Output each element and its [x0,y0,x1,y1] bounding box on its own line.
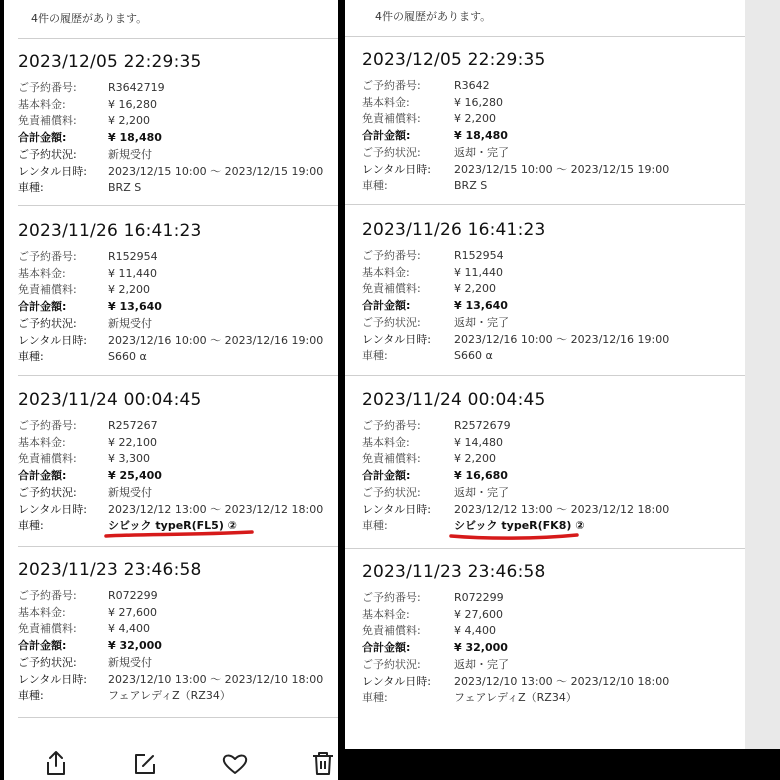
base-fee-label: 基本料金: [18,97,66,111]
divider [18,205,338,206]
base-fee-value: ¥ 27,600 [454,607,503,621]
right-screenshot-panel [345,0,780,749]
status-row [18,316,323,333]
rental-datetime-value: 2023/12/16 10:00 〜 2023/12/16 19:00 [454,332,670,346]
rental-datetime-label: レンタル日時: [362,162,431,176]
total-row [362,298,669,315]
car-model-label: 車種: [362,691,388,705]
entry-details [362,418,669,535]
insurance-fee-label: 免責補償料: [362,452,421,466]
base-fee-label: 基本料金: [18,435,66,449]
insurance-fee-value: ¥ 4,400 [454,624,496,638]
base-fee-value: ¥ 16,280 [108,97,157,111]
history-entry[interactable] [18,221,323,366]
history-entry[interactable] [18,390,323,535]
red-underline-annotation [102,526,258,542]
base-fee-label: 基本料金: [18,605,66,619]
total-value: ¥ 32,000 [108,639,162,653]
total-row [362,640,669,657]
entry-details [362,78,669,195]
base-fee-row [18,266,323,283]
insurance-fee-value: ¥ 2,200 [454,282,496,296]
reservation-number-value: R3642719 [108,81,165,94]
status-label: ご予約状況: [362,315,421,329]
reservation-number-value: R072299 [108,589,158,602]
status-label: ご予約状況: [18,147,77,161]
status-label: ご予約状況: [18,316,77,330]
total-row [362,468,669,485]
rental-datetime-row [362,502,669,519]
entry-date: 2023/11/26 16:41:23 [362,220,546,240]
car-model-label: 車種: [362,179,388,193]
total-row [362,128,669,145]
reservation-number-label: ご予約番号: [362,249,421,262]
history-entry[interactable] [362,50,669,195]
base-fee-row [18,435,323,452]
divider [18,375,338,376]
car-model-label: 車種: [18,519,44,533]
total-value: ¥ 13,640 [454,299,508,313]
insurance-fee-row [362,281,669,298]
car-model-row [362,690,669,707]
history-count-text: 4件の履歴があります。 [31,12,148,25]
rental-datetime-label: レンタル日時: [18,333,87,347]
insurance-fee-value: ¥ 4,400 [108,622,150,636]
car-model-row [362,348,669,365]
status-value: 新規受付 [108,485,152,499]
insurance-fee-row [362,111,669,128]
rental-datetime-label: レンタル日時: [18,502,87,516]
insurance-fee-label: 免責補償料: [18,452,77,466]
reservation-number-row [362,78,669,95]
rental-datetime-label: レンタル日時: [18,672,87,686]
reservation-number-row [18,418,323,435]
rental-datetime-row [18,672,323,689]
total-value: ¥ 16,680 [454,469,508,483]
insurance-fee-value: ¥ 2,200 [108,114,150,128]
entry-date: 2023/11/24 00:04:45 [362,390,546,410]
rental-datetime-row [18,164,323,181]
rental-datetime-value: 2023/12/10 13:00 〜 2023/12/10 18:00 [108,672,324,686]
divider [345,36,745,37]
divider [345,204,745,205]
car-model-value: シビック typeR(FK8) ② [454,519,585,533]
status-label: ご予約状況: [362,485,421,499]
reservation-number-row [18,588,323,605]
car-model-value: フェアレディZ（RZ34） [454,691,577,705]
scroll-gutter [745,0,780,749]
base-fee-label: 基本料金: [362,95,410,109]
total-value: ¥ 25,400 [108,469,162,483]
car-model-row [18,688,323,705]
entry-date: 2023/11/23 23:46:58 [362,562,546,582]
reservation-number-row [362,248,669,265]
total-row [18,130,323,147]
insurance-fee-label: 免責補償料: [362,112,421,126]
status-value: 新規受付 [108,655,152,669]
rental-datetime-row [18,333,323,350]
status-row [362,485,669,502]
total-label: 合計金額: [18,469,67,483]
status-label: ご予約状況: [18,655,77,669]
total-label: 合計金額: [18,131,67,145]
status-value: 返却・完了 [454,315,509,329]
car-model-value: S660 α [454,349,493,363]
car-model-label: 車種: [362,519,388,533]
rental-datetime-value: 2023/12/12 13:00 〜 2023/12/12 18:00 [454,502,670,516]
reservation-number-value: R3642 [454,79,490,92]
car-model-value: フェアレディZ（RZ34） [108,689,231,703]
base-fee-value: ¥ 14,480 [454,435,503,449]
base-fee-row [18,605,323,622]
history-count-text: 4件の履歴があります。 [375,10,492,23]
total-row [18,638,323,655]
insurance-fee-row [18,113,323,130]
total-label: 合計金額: [362,469,411,483]
insurance-fee-value: ¥ 2,200 [454,452,496,466]
car-model-value: BRZ S [108,181,142,195]
car-model-value: BRZ S [454,179,488,193]
rental-datetime-label: レンタル日時: [362,674,431,688]
entry-details [362,248,669,365]
entry-details [18,80,323,197]
insurance-fee-value: ¥ 3,300 [108,452,150,466]
reservation-number-label: ご予約番号: [18,250,77,263]
base-fee-value: ¥ 11,440 [454,265,503,279]
status-value: 返却・完了 [454,485,509,499]
total-label: 合計金額: [362,129,411,143]
reservation-number-row [18,249,323,266]
status-value: 返却・完了 [454,657,509,671]
reservation-number-row [362,418,669,435]
total-row [18,299,323,316]
status-value: 新規受付 [108,316,152,330]
reservation-number-label: ご予約番号: [18,419,77,432]
car-model-value: S660 α [108,350,147,364]
rental-datetime-row [362,674,669,691]
total-value: ¥ 32,000 [454,641,508,655]
car-model-label: 車種: [18,181,44,195]
status-row [18,485,323,502]
entry-details [18,588,323,705]
reservation-number-value: R2572679 [454,419,511,432]
reservation-number-value: R152954 [108,250,158,263]
edit-icon[interactable] [133,752,157,776]
insurance-fee-row [18,451,323,468]
base-fee-row [362,435,669,452]
total-label: 合計金額: [362,299,411,313]
reservation-number-value: R257267 [108,419,158,432]
rental-datetime-value: 2023/12/15 10:00 〜 2023/12/15 19:00 [108,164,324,178]
status-row [362,657,669,674]
reservation-number-label: ご予約番号: [18,589,77,602]
history-entry[interactable] [362,562,669,707]
reservation-number-value: R072299 [454,591,504,604]
reservation-number-value: R152954 [454,249,504,262]
insurance-fee-row [18,621,323,638]
rental-datetime-label: レンタル日時: [18,164,87,178]
status-label: ご予約状況: [362,657,421,671]
total-label: 合計金額: [362,641,411,655]
entry-date: 2023/12/05 22:29:35 [18,52,202,72]
insurance-fee-label: 免責補償料: [362,624,421,638]
entry-date: 2023/11/23 23:46:58 [18,560,202,580]
status-value: 返却・完了 [454,145,509,159]
entry-date: 2023/11/26 16:41:23 [18,221,202,241]
status-label: ご予約状況: [362,145,421,159]
divider [18,546,338,547]
car-model-row [362,178,669,195]
insurance-fee-label: 免責補償料: [18,114,77,128]
base-fee-value: ¥ 27,600 [108,605,157,619]
base-fee-label: 基本料金: [362,265,410,279]
history-entry[interactable] [362,220,669,365]
insurance-fee-value: ¥ 2,200 [454,112,496,126]
history-entry[interactable] [18,560,323,705]
insurance-fee-label: 免責補償料: [18,622,77,636]
divider [345,548,745,549]
reservation-number-row [18,80,323,97]
entry-date: 2023/12/05 22:29:35 [362,50,546,70]
insurance-fee-row [362,451,669,468]
entry-details [362,590,669,707]
red-underline-annotation [447,528,583,544]
divider [18,717,338,718]
reservation-number-label: ご予約番号: [362,419,421,432]
insurance-fee-row [362,623,669,640]
left-screenshot-panel [4,0,338,780]
share-icon[interactable] [44,750,68,776]
car-model-value: シビック typeR(FL5) ② [108,519,237,533]
entry-date: 2023/11/24 00:04:45 [18,390,202,410]
insurance-fee-value: ¥ 2,200 [108,283,150,297]
base-fee-row [362,607,669,624]
rental-datetime-label: レンタル日時: [362,502,431,516]
history-entry[interactable] [362,390,669,535]
base-fee-row [362,265,669,282]
base-fee-label: 基本料金: [362,435,410,449]
rental-datetime-value: 2023/12/10 13:00 〜 2023/12/10 18:00 [454,674,670,688]
rental-datetime-value: 2023/12/16 10:00 〜 2023/12/16 19:00 [108,333,324,347]
base-fee-label: 基本料金: [362,607,410,621]
status-row [18,655,323,672]
status-label: ご予約状況: [18,485,77,499]
status-row [18,147,323,164]
car-model-row [18,349,323,366]
car-model-label: 車種: [18,689,44,703]
total-label: 合計金額: [18,639,67,653]
divider [18,38,338,39]
insurance-fee-label: 免責補償料: [18,283,77,297]
total-value: ¥ 18,480 [108,131,162,145]
insurance-fee-label: 免責補償料: [362,282,421,296]
status-row [362,315,669,332]
rental-datetime-label: レンタル日時: [362,332,431,346]
delete-icon[interactable] [311,751,335,776]
reservation-number-label: ご予約番号: [18,81,77,94]
base-fee-value: ¥ 22,100 [108,435,157,449]
entry-details [18,249,323,366]
reservation-number-label: ご予約番号: [362,79,421,92]
rental-datetime-row [362,332,669,349]
total-value: ¥ 13,640 [108,300,162,314]
divider [345,375,745,376]
base-fee-row [362,95,669,112]
rental-datetime-value: 2023/12/15 10:00 〜 2023/12/15 19:00 [454,162,670,176]
total-label: 合計金額: [18,300,67,314]
insurance-fee-row [18,282,323,299]
entry-details [18,418,323,535]
car-model-label: 車種: [362,349,388,363]
status-value: 新規受付 [108,147,152,161]
car-model-label: 車種: [18,350,44,364]
base-fee-value: ¥ 11,440 [108,266,157,280]
total-row [18,468,323,485]
reservation-number-label: ご予約番号: [362,591,421,604]
base-fee-label: 基本料金: [18,266,66,280]
base-fee-row [18,97,323,114]
rental-datetime-row [362,162,669,179]
rental-datetime-row [18,502,323,519]
status-row [362,145,669,162]
car-model-row [18,180,323,197]
reservation-number-row [362,590,669,607]
base-fee-value: ¥ 16,280 [454,95,503,109]
history-entry[interactable] [18,52,323,197]
rental-datetime-value: 2023/12/12 13:00 〜 2023/12/12 18:00 [108,502,324,516]
total-value: ¥ 18,480 [454,129,508,143]
favorite-icon[interactable] [222,753,248,775]
